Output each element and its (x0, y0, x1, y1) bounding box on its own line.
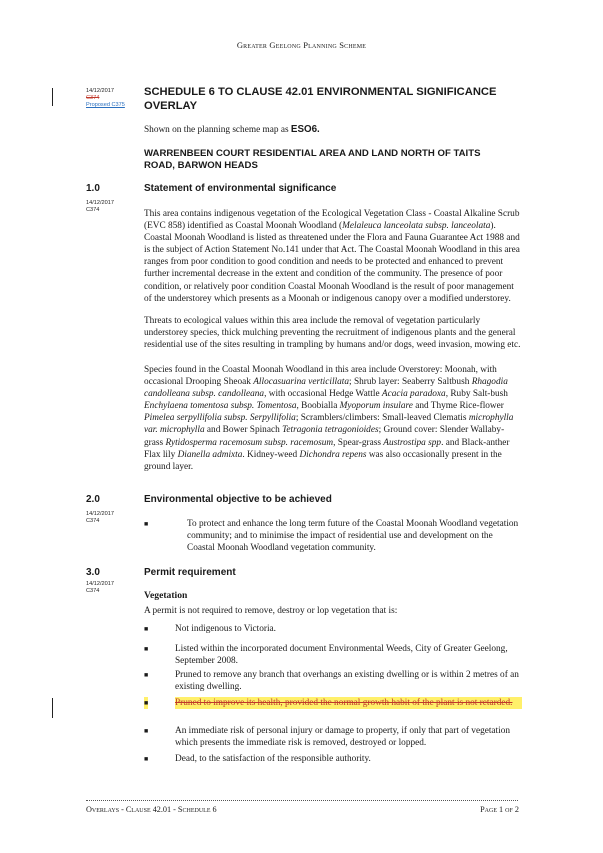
section-1-title: Statement of environmental significance (144, 183, 337, 194)
section-3-title: Permit requirement (144, 567, 236, 578)
map-reference-code: ESO6. (290, 124, 320, 135)
text-run: , with occasional Hedge Wattle (264, 389, 382, 400)
species-name: microphylla var. microphylla (144, 413, 514, 436)
amendment-ref: C374 (86, 588, 100, 594)
section-1-paragraph-3 (144, 364, 522, 473)
amendment-date: 14/12/2017 (86, 511, 114, 517)
deleted-bullet-text: Pruned to improve its health, provided the normal growth habit of the plant is not retarded. (175, 697, 522, 709)
species-name: Rytidosperma racemosum subsp. racemosum (165, 437, 334, 448)
exemption-bullet-5 (144, 725, 522, 751)
species-name: Acacia paradoxa (381, 389, 446, 400)
text-run: ). Coastal Moonah Woodland is listed as threatened under the Flora and Fauna Guarantee Act 1988 and is the subject of Action Statement No.141 under that Act. The Coastal Moonah Woodland in this area ranges from poor condition to good condition and needs to be protected and enhanced to prevent further incremental decrease in the extent and condition of the community. The presence of poor condition, or relatively poor condition Coastal Moonah Woodland is the result of poor management of the understorey which presents as a Moonah or indigenous canopy over a modified understorey. (144, 221, 520, 304)
amendment-ref: C374 (86, 518, 100, 524)
section-3-number: 3.0 (86, 567, 100, 578)
schedule-title (144, 86, 524, 113)
margin-note-s1 (86, 200, 114, 214)
text-run: was also occasionally present in the ground layer. (144, 449, 502, 472)
section-2-title: Environmental objective to be achieved (144, 494, 332, 505)
vegetation-subheading: Vegetation (144, 590, 188, 601)
bullet-marker: ■ (144, 625, 149, 633)
text-run: ; Scramblers/climbers: Small-leaved Clematis (295, 413, 469, 424)
bullet-text: Listed within the incorporated document Environmental Weeds, City of Greater Geelong, September 2008. (175, 644, 508, 667)
bullet-text: To protect and enhance the long term future of the Coastal Moonah Woodland vegetation community; and to minimise the impact of residential use and development on the Coastal Moonah Woodland vegetation community. (187, 519, 519, 554)
bullet-marker: ■ (144, 520, 149, 528)
bullet-marker: ■ (144, 645, 149, 653)
species-name: Tetragonia tetragonioides (282, 425, 379, 436)
bullet-text: Dead, to the satisfaction of the responsible authority. (175, 754, 371, 764)
running-header: Greater Geelong Planning Scheme (236, 40, 367, 50)
bullet-marker: ■ (144, 755, 149, 763)
species-name: Dichondra repens (299, 449, 367, 460)
footer-page-number: Page 1 of 2 (480, 805, 519, 814)
text-run: , Boobialla (296, 401, 340, 412)
objective-bullet (144, 518, 522, 556)
schedule-title-line2: OVERLAY (144, 99, 198, 112)
map-reference-text: Shown on the planning scheme map as (144, 125, 291, 135)
text-run: ; Shrub layer: Seaberry Saltbush (349, 377, 472, 388)
bullet-marker: ■ (144, 697, 148, 709)
text-run: . and Black-anther Flax lily (144, 437, 510, 460)
text-run: and Bower Spinach (204, 425, 283, 436)
area-heading (144, 148, 524, 172)
species-name: Myoporum insulare (339, 401, 413, 412)
section-1-paragraph-1 (144, 208, 522, 305)
species-name: Rhagodia candolleana subsp. candolleana (144, 377, 508, 400)
amendment-date: 14/12/2017 (86, 88, 114, 94)
exemption-bullet-3 (144, 669, 522, 695)
text-run: and Thyme Rice-flower (412, 401, 504, 412)
text-run: . Kidney-weed (242, 449, 300, 460)
text-run: Species found in the Coastal Moonah Woodland in this area include Overstorey: Moonah, with occasional Drooping Sheoak (144, 365, 497, 388)
amendment-date: 14/12/2017 (86, 200, 114, 206)
text-run: , Spear-grass (333, 437, 384, 448)
amendment-ref: C374 (86, 207, 100, 213)
footer-clause-ref: Overlays - Clause 42.01 - Schedule 6 (86, 805, 217, 814)
margin-note-s2 (86, 511, 114, 525)
area-heading-line2: ROAD, BARWON HEADS (144, 160, 258, 171)
deleted-amendment-ref: C374 (86, 95, 100, 101)
margin-note-top (86, 88, 125, 109)
bullet-text: Not indigenous to Victoria. (175, 624, 277, 634)
margin-note-s3 (86, 581, 114, 595)
footer-rule (86, 800, 518, 801)
species-name: Austrostipa spp (383, 437, 442, 448)
schedule-title-line1: SCHEDULE 6 TO CLAUSE 42.01 ENVIRONMENTAL SIGNIFICANCE (144, 86, 497, 98)
map-reference (144, 124, 522, 136)
bullet-text: Pruned to remove any branch that overhangs an existing dwelling or is within 2 metres of an existing dwelling. (175, 670, 519, 693)
text-run: ; Ground cover: Slender Wallaby-grass (144, 425, 505, 448)
species-name: Allocasuarina verticillata (253, 377, 350, 388)
exemption-bullet-1 (144, 623, 522, 636)
proposed-amendment-link[interactable]: Proposed C375 (86, 102, 125, 108)
text-run: , Ruby Salt-bush (445, 389, 508, 400)
change-bar-title (52, 88, 53, 106)
text-run: This area contains indigenous vegetation of the Ecological Vegetation Class - Coastal Alkaline Scrub (EVC 858) identified as Coastal Moonah Woodland ( (144, 209, 520, 232)
bullet-marker: ■ (144, 727, 149, 735)
permit-intro: A permit is not required to remove, destroy or lop vegetation that is: (144, 606, 398, 616)
species-name: Dianella admixta (177, 449, 243, 460)
species-name: Pimelea serpyllifolia subsp. Serpyllifolia (144, 413, 296, 424)
section-1-number: 1.0 (86, 183, 100, 194)
section-1-paragraph-2: Threats to ecological values within this area include the removal of vegetation particularly understorey species, thick mulching preventing the recruitment of indigenous plants and the general residential use of the sites resulting in trampling by humans and/or dogs, weed invasion, mowing etc. (144, 316, 521, 351)
exemption-bullet-4-deleted (144, 697, 522, 723)
exemption-bullet-6 (144, 753, 522, 766)
species-name: Melaleuca lanceolata subsp. lanceolata (342, 221, 491, 232)
amendment-date: 14/12/2017 (86, 581, 114, 587)
bullet-text: An immediate risk of personal injury or damage to property, if only that part of vegetation which presents the immediate risk is removed, destroyed or lopped. (175, 726, 511, 749)
exemption-bullet-2 (144, 643, 522, 669)
species-name: Enchylaena tomentosa subsp. Tomentosa (144, 401, 297, 412)
area-heading-line1: WARRENBEEN COURT RESIDENTIAL AREA AND LAND NORTH OF TAITS (144, 148, 481, 159)
section-2-number: 2.0 (86, 494, 100, 505)
change-bar-deleted-bullet (52, 698, 53, 718)
bullet-marker: ■ (144, 671, 149, 679)
